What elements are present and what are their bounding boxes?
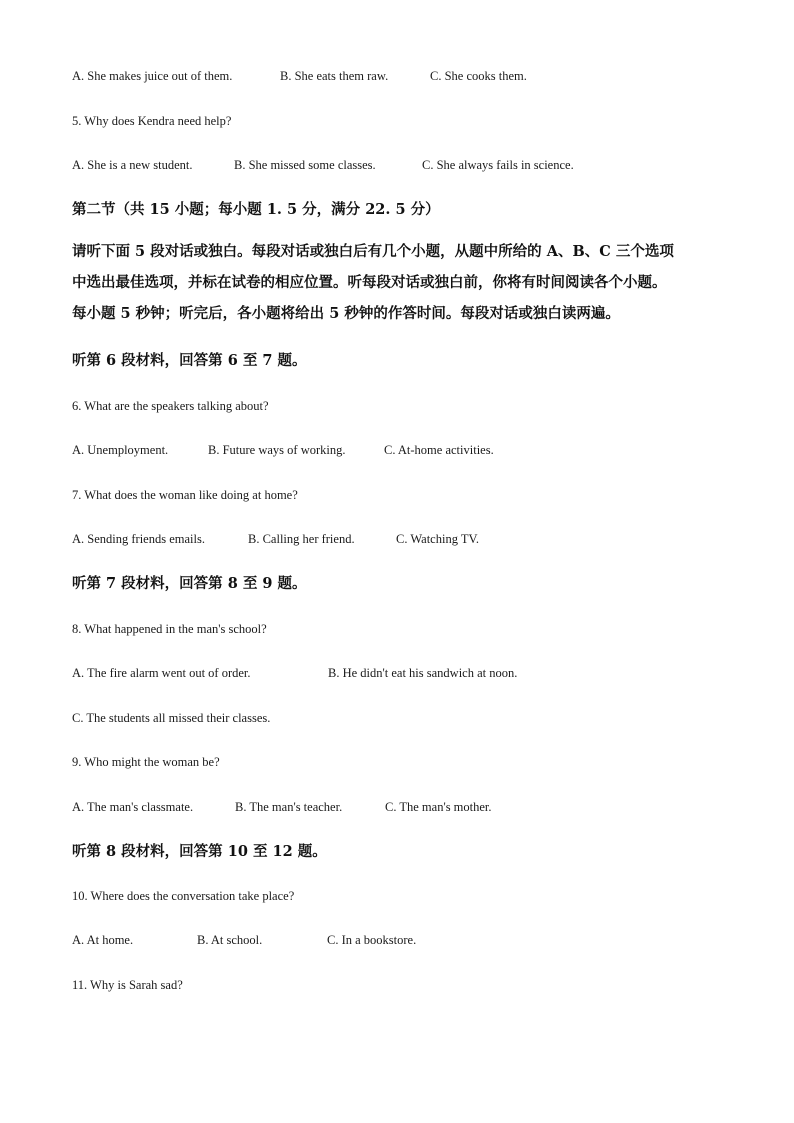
q10-option-b: B. At school. <box>197 933 263 947</box>
q7-question: 7. What does the woman like doing at home? <box>72 488 298 502</box>
q4-option-c: C. She cooks them. <box>430 69 527 83</box>
q7-option-b: B. Calling her friend. <box>248 532 355 546</box>
q9-option-a: A. The man's classmate. <box>72 800 194 814</box>
q9-question: 9. Who might the woman be? <box>72 755 220 769</box>
q5-question: 5. Why does Kendra need help? <box>72 114 232 128</box>
q5-option-c: C. She always fails in science. <box>422 158 574 172</box>
section-instructions <box>72 236 742 329</box>
part7-heading: 听第 7 段材料，回答第 8 至 9 题。 <box>72 575 307 592</box>
instruction-line: 中选出最佳选项，并标在试卷的相应位置。听每段对话或独白前，你将有时间阅读各个小题。 <box>72 274 667 291</box>
instruction-line: 每小题 5 秒钟；听完后，各小题将给出 5 秒钟的作答时间。每段对话或独白读两遍。 <box>72 305 620 322</box>
q9-option-b: B. The man's teacher. <box>235 800 343 814</box>
q8-option-a: A. The fire alarm went out of order. <box>72 666 251 680</box>
q5-option-b: B. She missed some classes. <box>234 158 376 172</box>
q6-option-b: B. Future ways of working. <box>208 443 346 457</box>
q10-question: 10. Where does the conversation take place? <box>72 889 295 903</box>
part6-heading: 听第 6 段材料，回答第 6 至 7 题。 <box>72 352 307 369</box>
instruction-line: 请听下面 5 段对话或独白。每段对话或独白后有几个小题，从题中所给的 A、B、C 三个选项 <box>72 243 674 260</box>
q6-question: 6. What are the speakers talking about? <box>72 399 269 413</box>
q10-option-c: C. In a bookstore. <box>327 933 417 947</box>
q8-question: 8. What happened in the man's school? <box>72 622 267 636</box>
q8-option-c: C. The students all missed their classes. <box>72 711 271 725</box>
q7-option-a: A. Sending friends emails. <box>72 532 205 546</box>
q10-option-a: A. At home. <box>72 933 134 947</box>
q4-option-a: A. She makes juice out of them. <box>72 69 233 83</box>
q8-option-b: B. He didn't eat his sandwich at noon. <box>328 666 518 680</box>
q4-option-b: B. She eats them raw. <box>280 69 389 83</box>
part8-heading: 听第 8 段材料，回答第 10 至 12 题。 <box>72 843 327 860</box>
q11-question: 11. Why is Sarah sad? <box>72 978 183 992</box>
section-title: 第二节（共 15 小题；每小题 1. 5 分，满分 22. 5 分） <box>72 201 440 218</box>
q9-option-c: C. The man's mother. <box>385 800 492 814</box>
q6-option-c: C. At-home activities. <box>384 443 494 457</box>
q5-option-a: A. She is a new student. <box>72 158 193 172</box>
q7-option-c: C. Watching TV. <box>396 532 480 546</box>
q6-option-a: A. Unemployment. <box>72 443 169 457</box>
